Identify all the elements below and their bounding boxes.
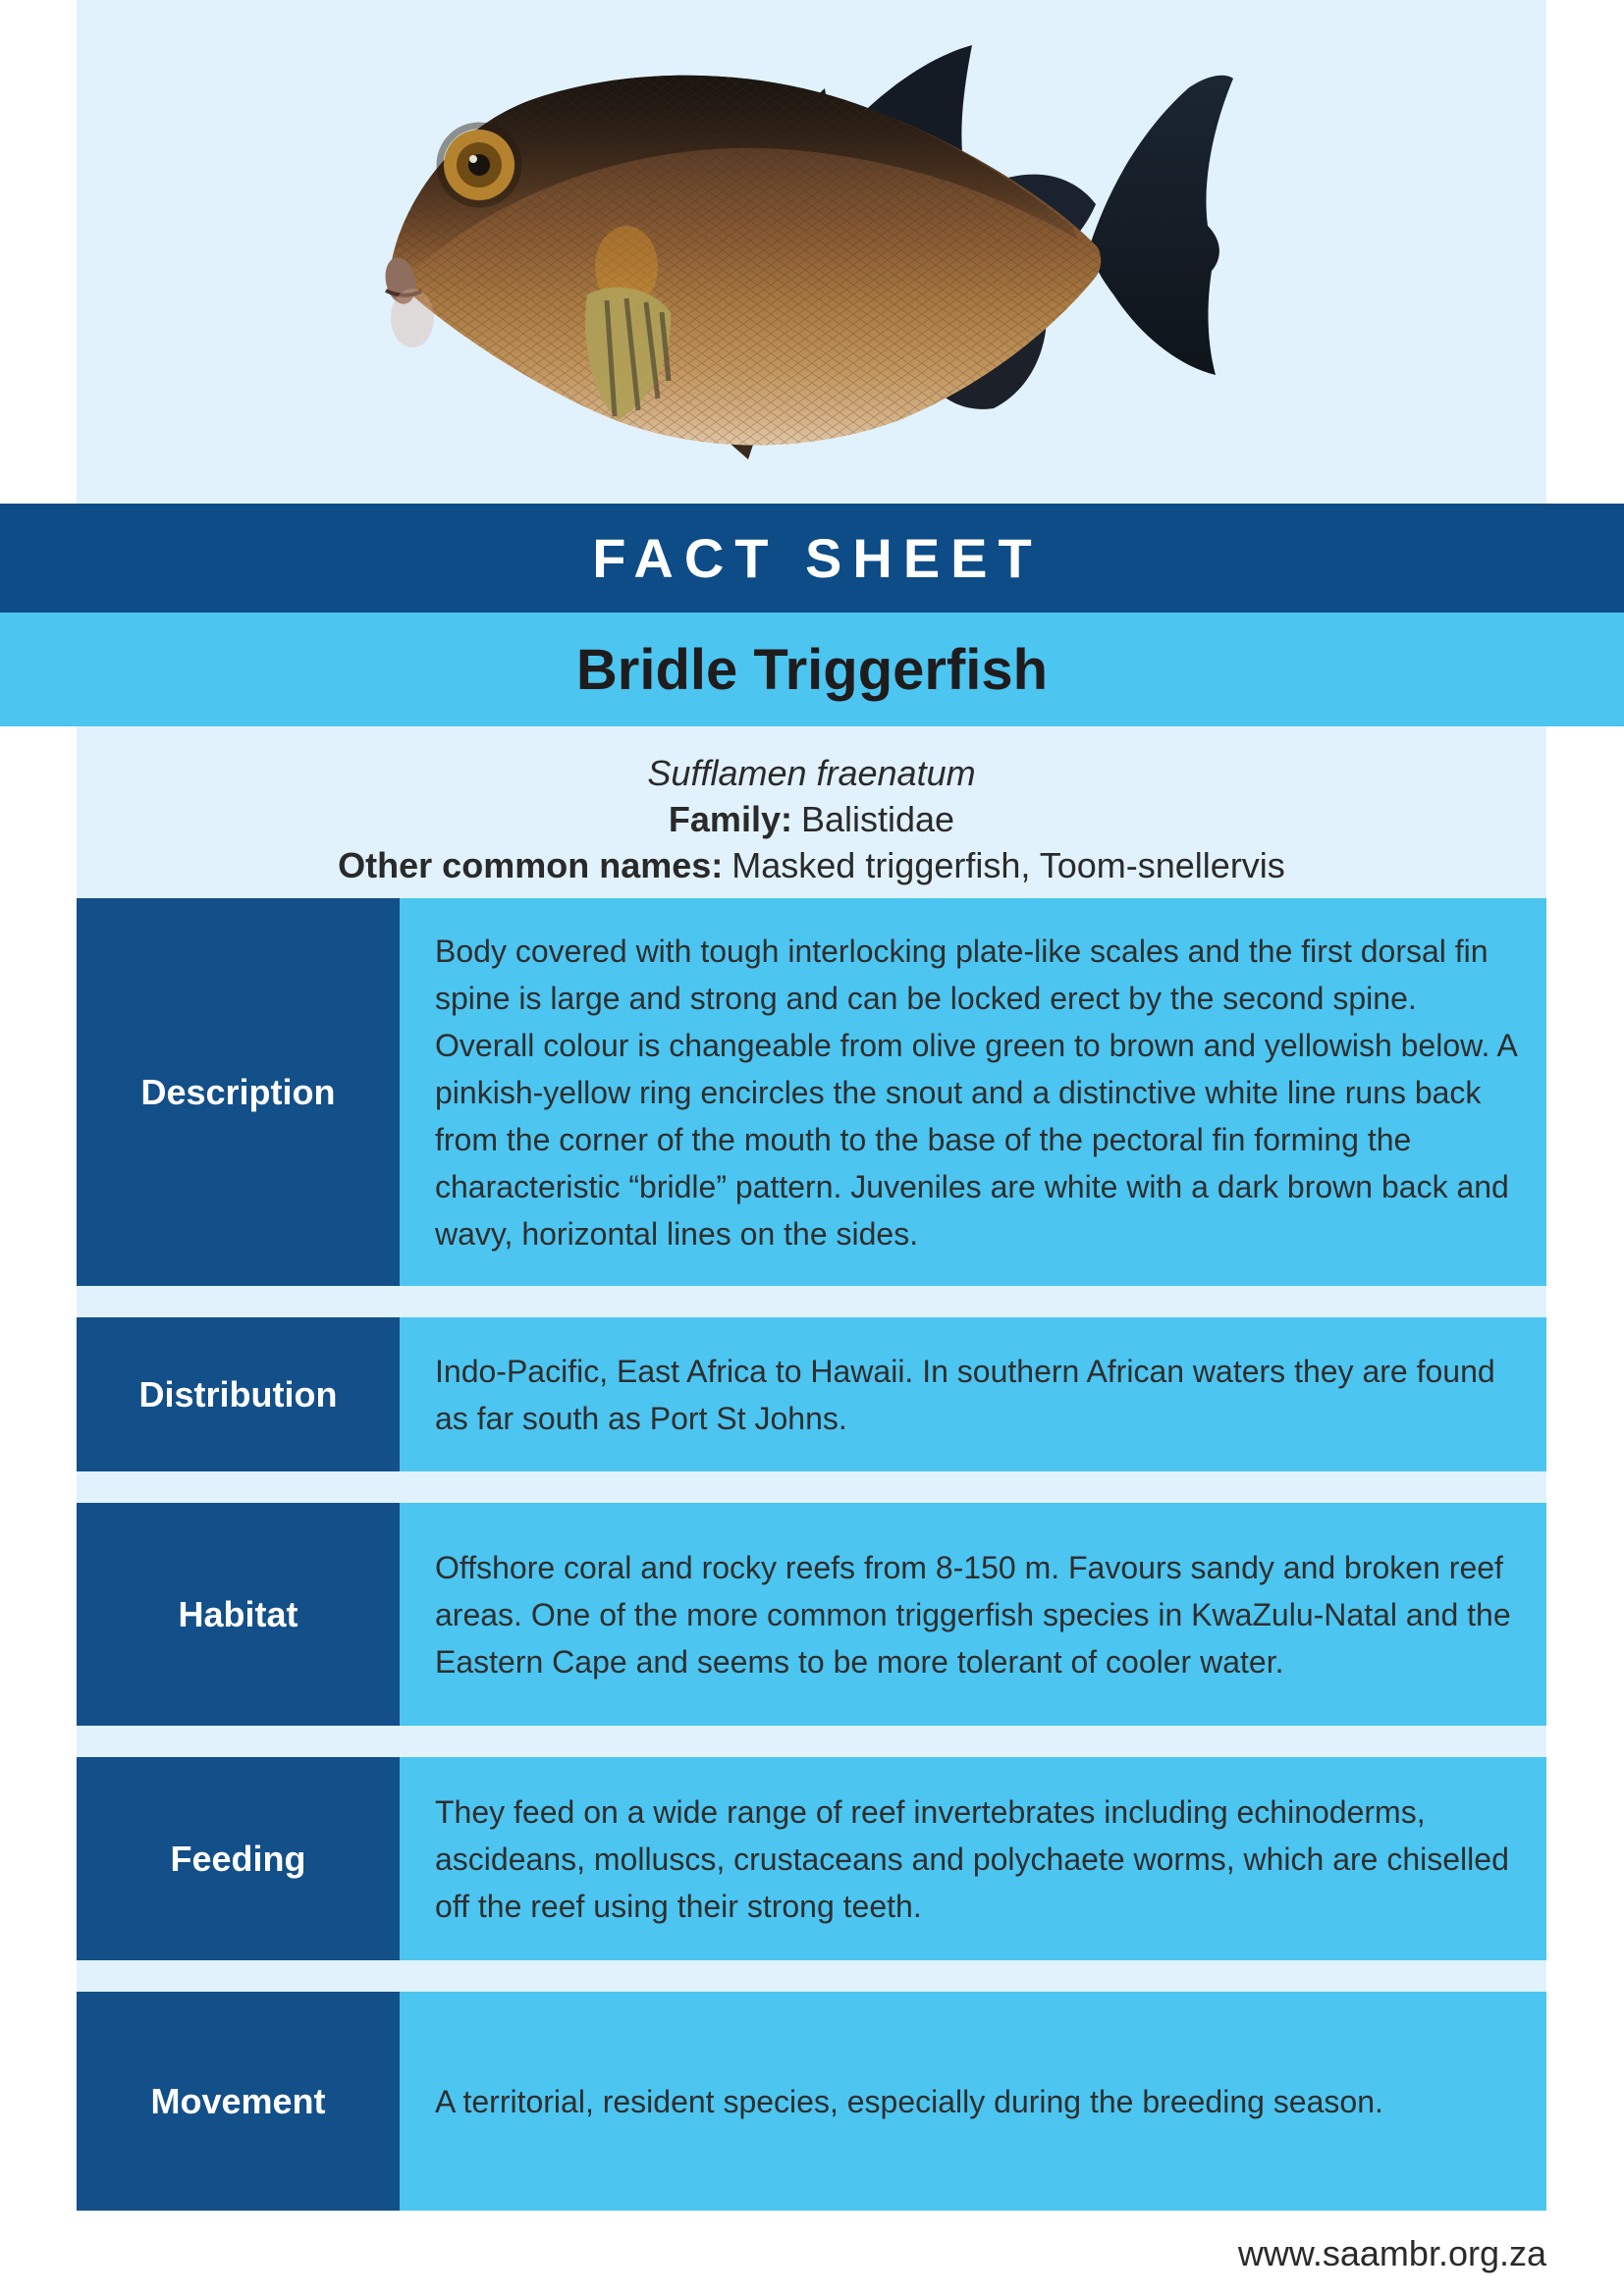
content-area <box>77 726 1546 2211</box>
row-text-distribution: Indo-Pacific, East Africa to Hawaii. In southern African waters they are found as far south as Port St Johns. <box>400 1317 1546 1471</box>
row-label-description: Description <box>77 898 400 1286</box>
fact-sheet-band <box>0 504 1624 613</box>
scientific-name: Sufflamen fraenatum <box>647 753 976 793</box>
row-label-habitat: Habitat <box>77 1503 400 1726</box>
bridle-triggerfish-photo <box>77 0 1546 504</box>
footer-website-url: www.saambr.org.za <box>1237 2233 1546 2273</box>
family-line <box>96 796 1527 842</box>
fact-table <box>77 898 1546 2211</box>
other-names-label: Other common names: <box>338 845 724 885</box>
other-names-line <box>96 842 1527 888</box>
row-text-habitat: Offshore coral and rocky reefs from 8-150 m. Favours sandy and broken reef areas. One of the more common triggerfish species in KwaZulu-Natal and the Eastern Cape and seems to be more tolerant of cooler water. <box>400 1503 1546 1726</box>
table-row-distribution <box>77 1317 1546 1471</box>
row-text-movement: A territorial, resident species, especially during the breeding season. <box>400 1992 1546 2211</box>
row-label-movement: Movement <box>77 1992 400 2211</box>
row-label-distribution: Distribution <box>77 1317 400 1471</box>
footer <box>1238 2233 1546 2274</box>
table-row-movement <box>77 1992 1546 2211</box>
row-text-feeding: They feed on a wide range of reef invertebrates including echinoderms, ascideans, molluscs, crustaceans and polychaete worms, which are chiselled off the reef using their strong teeth. <box>400 1757 1546 1960</box>
row-label-feeding: Feeding <box>77 1757 400 1960</box>
fact-sheet-title: FACT SHEET <box>592 527 1043 589</box>
other-names-value: Masked triggerfish, Toom-snellervis <box>731 845 1285 885</box>
photo-area <box>77 0 1546 504</box>
family-label: Family: <box>668 799 792 839</box>
row-text-description: Body covered with tough interlocking plate-like scales and the first dorsal fin spine is large and strong and can be locked erect by the second spine. Overall colour is changeable from olive green to brown and yellowish below. A pinkish-yellow ring encircles the snout and a distinctive white line runs back from the corner of the mouth to the base of the pectoral fin forming the characteristic “bridle” pattern. Juveniles are white with a dark brown back and wavy, horizontal lines on the sides. <box>400 898 1546 1286</box>
table-row-feeding <box>77 1757 1546 1960</box>
table-row-description <box>77 898 1546 1286</box>
table-row-habitat <box>77 1503 1546 1726</box>
species-title: Bridle Triggerfish <box>575 637 1049 702</box>
species-band <box>0 613 1624 726</box>
species-info-block <box>77 726 1546 898</box>
family-value: Balistidae <box>800 799 955 839</box>
